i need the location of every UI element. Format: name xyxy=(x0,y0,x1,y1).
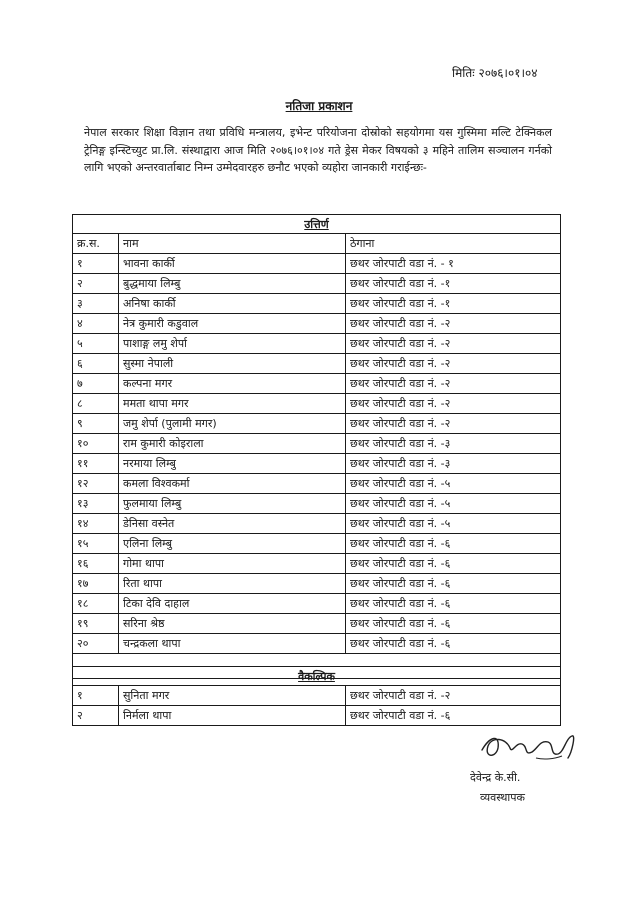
serial-cell: ५ xyxy=(73,334,119,354)
address-cell: छथर जोरपाटी वडा नं. -५ xyxy=(346,494,561,514)
serial-cell: ३ xyxy=(73,294,119,314)
address-cell: छथर जोरपाटी वडा नं. -२ xyxy=(346,374,561,394)
table-row xyxy=(73,374,561,394)
alternate-section-title: वैकल्पिक xyxy=(73,667,561,686)
address-cell: छथर जोरपाटी वडा नं. -२ xyxy=(346,314,561,334)
signatory-name: देवेन्द्र के.सी. xyxy=(470,771,521,784)
document-date: मितिः २०७६।०१।०४ xyxy=(452,66,538,80)
name-cell: पाशाङ्ग लमु शेर्पा xyxy=(119,334,346,354)
table-row xyxy=(73,634,561,654)
table-row xyxy=(73,454,561,474)
name-cell: कमला विश्वकर्मा xyxy=(119,474,346,494)
name-cell: निर्मला थापा xyxy=(119,706,346,726)
address-cell: छथर जोरपाटी वडा नं. -६ xyxy=(346,594,561,614)
title-text: नतिजा प्रकाशन xyxy=(285,99,353,113)
address-cell: छथर जोरपाटी वडा नं. -६ xyxy=(346,634,561,654)
table-row xyxy=(73,294,561,314)
serial-cell: १८ xyxy=(73,594,119,614)
name-cell: भावना कार्की xyxy=(119,254,346,274)
table-row xyxy=(73,574,561,594)
name-cell: अनिषा कार्की xyxy=(119,294,346,314)
table-row xyxy=(73,706,561,726)
serial-cell: २० xyxy=(73,634,119,654)
table-row xyxy=(73,314,561,334)
table-row xyxy=(73,434,561,454)
table-row xyxy=(73,334,561,354)
table-row xyxy=(73,494,561,514)
serial-cell: ८ xyxy=(73,394,119,414)
address-cell: छथर जोरपाटी वडा नं. - १ xyxy=(346,254,561,274)
name-cell: सरिना श्रेष्ठ xyxy=(119,614,346,634)
serial-cell: १० xyxy=(73,434,119,454)
table-row xyxy=(73,534,561,554)
name-cell: कल्पना मगर xyxy=(119,374,346,394)
serial-cell: १७ xyxy=(73,574,119,594)
name-cell: नरमाया लिम्बु xyxy=(119,454,346,474)
address-cell: छथर जोरपाटी वडा नं. -२ xyxy=(346,414,561,434)
serial-cell: १४ xyxy=(73,514,119,534)
name-cell: डेनिसा वस्नेत xyxy=(119,514,346,534)
serial-cell: १६ xyxy=(73,554,119,574)
name-cell: टिका देवि दाहाल xyxy=(119,594,346,614)
name-cell: रिता थापा xyxy=(119,574,346,594)
address-cell: छथर जोरपाटी वडा नं. -६ xyxy=(346,706,561,726)
serial-cell: ११ xyxy=(73,454,119,474)
serial-cell: १५ xyxy=(73,534,119,554)
table-row xyxy=(73,594,561,614)
serial-cell: २ xyxy=(73,706,119,726)
name-cell: राम कुमारी कोइराला xyxy=(119,434,346,454)
serial-cell: १३ xyxy=(73,494,119,514)
header-name: नाम xyxy=(119,234,346,254)
address-cell: छथर जोरपाटी वडा नं. -६ xyxy=(346,614,561,634)
serial-cell: ४ xyxy=(73,314,119,334)
table-row xyxy=(73,414,561,434)
address-cell: छथर जोरपाटी वडा नं. -१ xyxy=(346,274,561,294)
address-cell: छथर जोरपाटी वडा नं. -१ xyxy=(346,294,561,314)
address-cell: छथर जोरपाटी वडा नं. -२ xyxy=(346,334,561,354)
address-cell: छथर जोरपाटी वडा नं. -२ xyxy=(346,394,561,414)
name-cell: बुद्धमाया लिम्बु xyxy=(119,274,346,294)
table-row xyxy=(73,274,561,294)
alternate-candidates-table xyxy=(72,666,561,726)
table-row xyxy=(73,554,561,574)
serial-cell: ९ xyxy=(73,414,119,434)
serial-cell: १ xyxy=(73,254,119,274)
address-cell: छथर जोरपाटी वडा नं. -६ xyxy=(346,554,561,574)
signature-image xyxy=(476,728,586,768)
address-cell: छथर जोरपाटी वडा नं. -५ xyxy=(346,514,561,534)
name-cell: ममता थापा मगर xyxy=(119,394,346,414)
passed-section-title: उत्तिर्ण xyxy=(73,215,561,234)
name-cell: चन्द्रकला थापा xyxy=(119,634,346,654)
serial-cell: १ xyxy=(73,686,119,706)
header-serial: क्र.स. xyxy=(73,234,119,254)
table-row xyxy=(73,254,561,274)
name-cell: सुस्मा नेपाली xyxy=(119,354,346,374)
address-cell: छथर जोरपाटी वडा नं. -५ xyxy=(346,474,561,494)
table-row xyxy=(73,474,561,494)
table-row xyxy=(73,514,561,534)
address-cell: छथर जोरपाटी वडा नं. -६ xyxy=(346,534,561,554)
serial-cell: ६ xyxy=(73,354,119,374)
address-cell: छथर जोरपाटी वडा नं. -२ xyxy=(346,354,561,374)
address-cell: छथर जोरपाटी वडा नं. -३ xyxy=(346,454,561,474)
name-cell: फुलमाया लिम्बु xyxy=(119,494,346,514)
table-row xyxy=(73,686,561,706)
header-address: ठेगाना xyxy=(346,234,561,254)
announcement-paragraph: नेपाल सरकार शिक्षा विज्ञान तथा प्रविधि मन्त्रालय, इभेन्ट परियोजना दोस्रोको सहयोगमा यस गुस्मिमा मल्टि टेक्निकल ट्रेनिङ्ग इन्स्टिच्युट प्रा.लि. संस्थाद्वारा आज मिति २०७६।०१।०४ गते ड्रेस मेकर विषयको ३ महिने तालिम सञ्चालन गर्नको लागि भएको अन्तरवार्ताबाट निम्न उम्मेदवारहरु छनौट भएको व्यहोरा जानकारी गराईन्छः- xyxy=(84,126,552,174)
table-row xyxy=(73,354,561,374)
signatory-role: व्यवस्थापक xyxy=(480,791,525,804)
name-cell: गोमा थापा xyxy=(119,554,346,574)
name-cell: जमु शेर्पा (पुलामी मगर) xyxy=(119,414,346,434)
serial-cell: २ xyxy=(73,274,119,294)
address-cell: छथर जोरपाटी वडा नं. -६ xyxy=(346,574,561,594)
document-title xyxy=(0,97,638,114)
table-row xyxy=(73,394,561,414)
serial-cell: १९ xyxy=(73,614,119,634)
table-row xyxy=(73,614,561,634)
serial-cell: १२ xyxy=(73,474,119,494)
serial-cell: ७ xyxy=(73,374,119,394)
name-cell: नेत्र कुमारी कडुवाल xyxy=(119,314,346,334)
name-cell: एलिना लिम्बु xyxy=(119,534,346,554)
address-cell: छथर जोरपाटी वडा नं. -३ xyxy=(346,434,561,454)
passed-candidates-table xyxy=(72,214,561,679)
name-cell: सुनिता मगर xyxy=(119,686,346,706)
address-cell: छथर जोरपाटी वडा नं. -२ xyxy=(346,686,561,706)
